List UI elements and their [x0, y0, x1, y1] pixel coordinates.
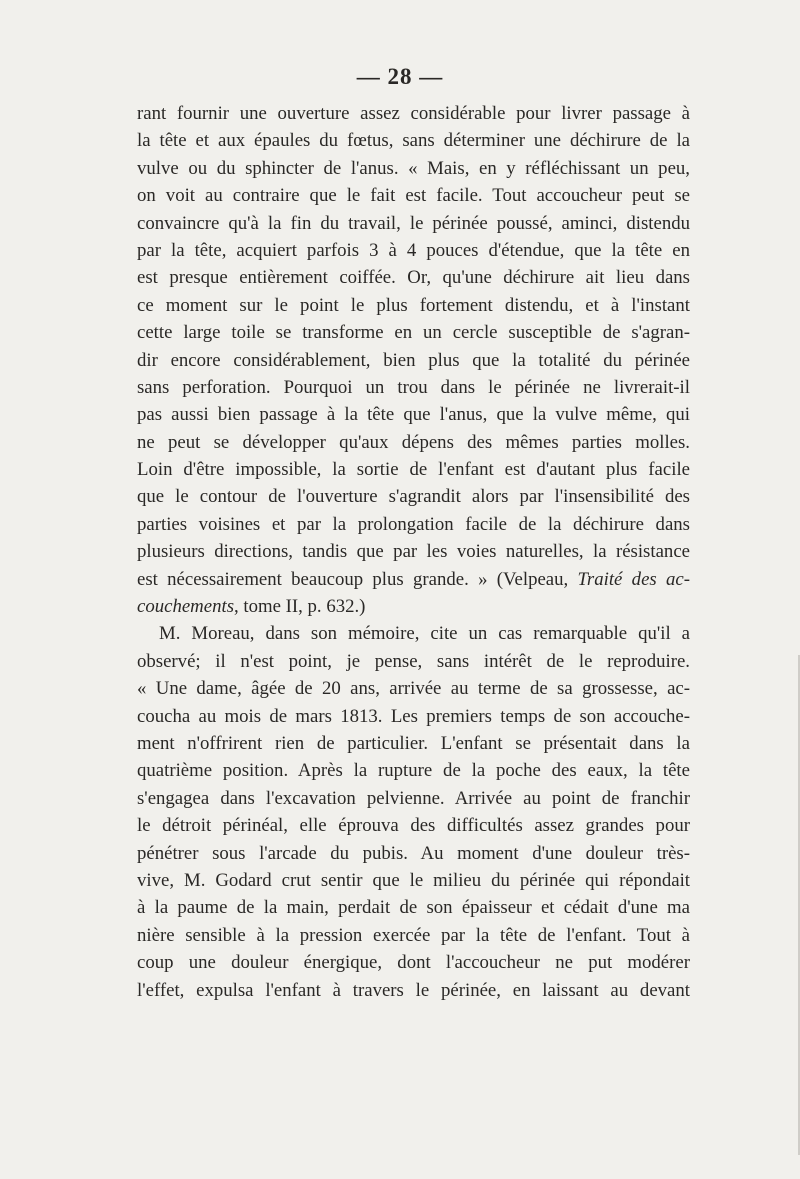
text-line: est presque entièrement coiffée. Or, qu'une déchirure ait lieu dans — [137, 267, 690, 289]
text-line: coup une douleur énergique, dont l'accoucheur ne put modérer — [137, 952, 690, 974]
text-line: coucha au mois de mars 1813. Les premiers temps de son accouche- — [137, 705, 690, 727]
text-line: à la paume de la main, perdait de son épaisseur et cédait d'une ma — [137, 897, 690, 919]
text-line: cette large toile se transforme en un cercle susceptible de s'agran- — [137, 322, 690, 344]
page-number: — 28 — — [356, 64, 444, 89]
text-line: plusieurs directions, tandis que par les voies naturelles, la résistance — [137, 541, 690, 563]
text-line: dir encore considérablement, bien plus que la totalité du périnée — [137, 349, 690, 371]
text-line: quatrième position. Après la rupture de la poche des eaux, la tête — [137, 760, 690, 782]
text-line: le détroit périnéal, elle éprouva des difficultés assez grandes pour — [137, 815, 690, 837]
text-line: la tête et aux épaules du fœtus, sans déterminer une déchirure de la — [137, 130, 690, 152]
text-line: vulve ou du sphincter de l'anus. « Mais, en y réfléchissant un peu, — [137, 157, 690, 179]
text-line: sans perforation. Pourquoi un trou dans le périnée ne livrerait-il — [137, 376, 690, 398]
text-line: vive, M. Godard crut sentir que le milieu du périnée qui répondait — [137, 869, 690, 891]
text-line: ce moment sur le point le plus fortement distendu, et à l'instant — [137, 294, 690, 316]
text-line: s'engagea dans l'excavation pelvienne. Arrivée au point de franchir — [137, 787, 690, 809]
text-line: que le contour de l'ouverture s'agrandit alors par l'insensibilité des — [137, 486, 690, 508]
citation-lead: est nécessairement beaucoup plus grande. » (Velpeau, — [137, 568, 578, 590]
text-line: par la tête, acquiert parfois 3 à 4 pouces d'étendue, que la tête en — [137, 239, 690, 261]
text-line-citation-end — [137, 593, 690, 620]
text-line: pas aussi bien passage à la tête que l'anus, que la vulve même, qui — [137, 404, 690, 426]
text-line: Loin d'être impossible, la sortie de l'enfant est d'autant plus facile — [137, 459, 690, 481]
text-line: nière sensible à la pression exercée par la tête de l'enfant. Tout à — [137, 924, 690, 946]
paragraph-start: M. Moreau, dans son mémoire, cite un cas remarquable qu'il a — [159, 623, 690, 645]
text-line: pénétrer sous l'arcade du pubis. Au moment d'une douleur très- — [137, 842, 690, 864]
text-line: on voit au contraire que le fait est facile. Tout accoucheur peut se — [137, 185, 690, 207]
body-text — [137, 100, 690, 1004]
text-line: « Une dame, âgée de 20 ans, arrivée au terme de sa grossesse, ac- — [137, 678, 690, 700]
citation-title: Traité des ac- — [577, 568, 690, 590]
text-line: convaincre qu'à la fin du travail, le périnée poussé, aminci, distendu — [137, 212, 690, 234]
citation-title-cont: couchements — [137, 596, 234, 618]
text-line: parties voisines et par la prolongation facile de la déchirure dans — [137, 513, 690, 535]
text-line: rant fournir une ouverture assez considérable pour livrer passage à — [137, 103, 690, 124]
text-line: ne peut se développer qu'aux dépens des mêmes parties molles. — [137, 431, 690, 453]
citation-ref: , tome II, p. 632.) — [234, 596, 366, 618]
text-line: observé; il n'est point, je pense, sans intérêt de le reproduire. — [137, 650, 690, 672]
text-line: ment n'offrirent rien de particulier. L'enfant se présentait dans la — [137, 732, 690, 754]
text-line: l'effet, expulsa l'enfant à travers le périnée, en laissant au devant — [137, 979, 690, 1001]
text-line-citation — [137, 566, 690, 593]
